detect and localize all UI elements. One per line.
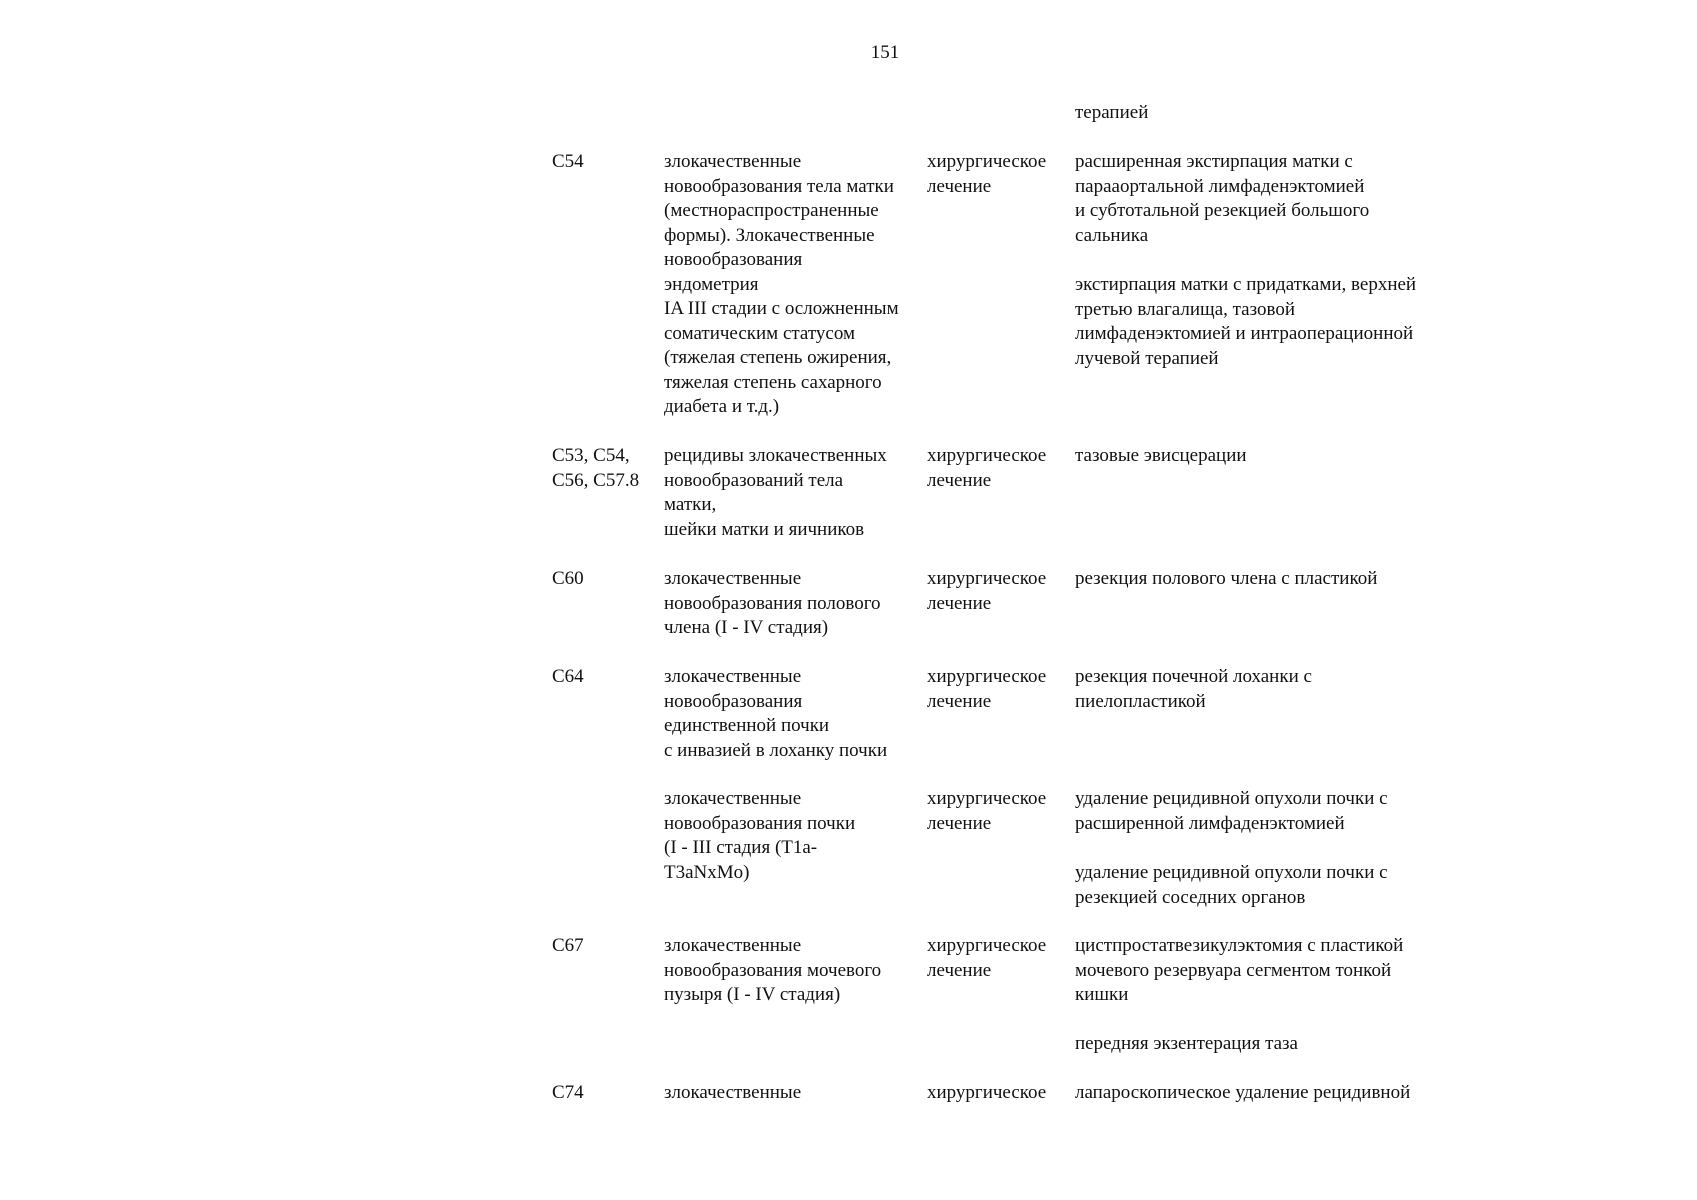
method-text: цистпростатвезикулэктомия с пластикой мочевого резервуара сегментом тонкой кишки (1075, 935, 1404, 1005)
diagnosis-text: злокачественные новообразования почки (I - III стадия (T1a- T3aNxMo) (664, 788, 856, 883)
method-text: удаление рецидивной опухоли почки с резекцией соседних органов (1075, 862, 1388, 908)
icd-code: C53, C54, C56, C57.8 (552, 445, 640, 491)
diagnosis-text: рецидивы злокачественных новообразований тела матки, шейки матки и яичников (664, 445, 887, 540)
diagnosis-text: злокачественные (664, 1082, 802, 1103)
method-text: экстирпация матки с придатками, верхней третью влагалища, тазовой лимфаденэктомией и интраоперационной лучевой терапией (1075, 274, 1417, 369)
page-number: 151 (870, 42, 900, 63)
treatment-type: хирургическое (927, 1082, 1047, 1103)
method-text: передняя экзентерация таза (1075, 1033, 1298, 1054)
treatment-type: хирургическое лечение (927, 935, 1047, 981)
method-text-continuation: терапией (1075, 102, 1149, 123)
icd-code: C54 (552, 151, 584, 172)
method-text: резекция почечной лоханки с пиелопластикой (1075, 666, 1312, 712)
treatment-type: хирургическое лечение (927, 151, 1047, 197)
treatment-type: хирургическое лечение (927, 568, 1047, 614)
diagnosis-text: злокачественные новообразования мочевого пузыря (I - IV стадия) (664, 935, 882, 1005)
method-text: расширенная экстирпация матки с парааортальной лимфаденэктомией и субтотальной резекцией большого сальника (1075, 151, 1370, 246)
icd-code: C74 (552, 1082, 584, 1103)
method-text: лапароскопическое удаление рецидивной (1075, 1082, 1411, 1103)
diagnosis-text: злокачественные новообразования полового члена (I - IV стадия) (664, 568, 881, 638)
treatment-type: хирургическое лечение (927, 666, 1047, 712)
method-text: резекция полового члена с пластикой (1075, 568, 1378, 589)
method-text: тазовые эвисцерации (1075, 445, 1247, 466)
treatment-type: хирургическое лечение (927, 788, 1047, 834)
diagnosis-text: злокачественные новообразования тела матки (местнораспространенные формы). Злокачественные новообразования эндометрия IA III стадии с осложненным соматическим статусом (тяжелая степень ожирения, тяжелая степень сахарного диабета и т.д.) (664, 151, 899, 417)
treatment-type: хирургическое лечение (927, 445, 1047, 491)
icd-code: C67 (552, 935, 584, 956)
diagnosis-text: злокачественные новообразования единственной почки с инвазией в лоханку почки (664, 666, 888, 761)
icd-code: C60 (552, 568, 584, 589)
method-text: удаление рецидивной опухоли почки с расширенной лимфаденэктомией (1075, 788, 1388, 834)
icd-code: C64 (552, 666, 584, 687)
